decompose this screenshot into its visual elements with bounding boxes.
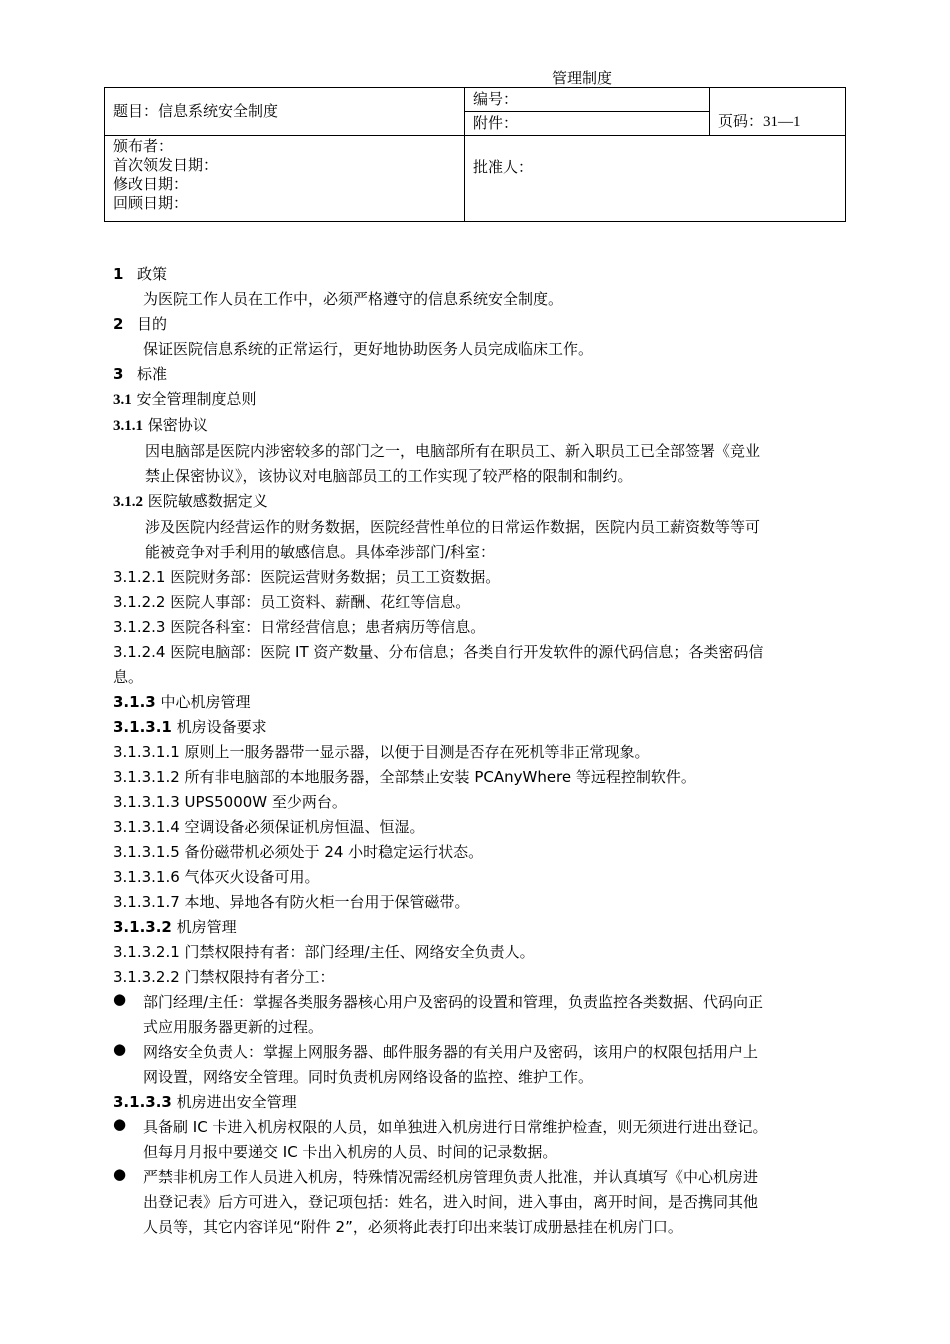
- bullet-3-line-1: 具备刷 IC 卡进入机房权限的人员，如单独进入机房进行日常维护检查，则无须进行进出登记。: [143, 1118, 768, 1136]
- section-3-1-heading: [113, 387, 843, 413]
- section-3-1-3-2-title: 机房管理: [176, 918, 237, 936]
- section-3-1-1-heading: [113, 413, 843, 439]
- bullet-icon: ●: [113, 1165, 127, 1183]
- section-3-1-3-3-title: 机房进出安全管理: [176, 1093, 297, 1111]
- review-label: 回顾日期：: [113, 194, 189, 212]
- item-3-1-3-1-2: 3.1.3.1.2 所有非电脑部的本地服务器，全部禁止安装 PCAnyWhere 等远程控制软件。: [113, 768, 696, 786]
- section-3-1-1-title: 保密协议: [147, 416, 208, 434]
- section-3-1-1-number: 3.1.1: [113, 418, 143, 434]
- bullet-2-line-2: 网设置，网络安全管理。同时负责机房网络设备的监控、维护工作。: [143, 1068, 594, 1086]
- item-3-1-3-2-1: 3.1.3.2.1 门禁权限持有者：部门经理/主任、网络安全负责人。: [113, 943, 535, 961]
- modify-label: 修改日期：: [113, 175, 189, 193]
- item-3-1-3-1-3: 3.1.3.1.3 UPS5000W 至少两台。: [113, 793, 347, 811]
- bullet-item: [113, 1165, 843, 1240]
- bullet-icon: ●: [113, 1115, 127, 1133]
- approver-cell: [465, 136, 846, 222]
- bullet-2-line-1: 网络安全负责人：掌握上网服务器、邮件服务器的有关用户及密码，该用户的权限包括用户上: [143, 1043, 759, 1061]
- item-3-1-2-4-line-2: 息。: [113, 668, 144, 686]
- bullet-4-line-2: 出登记表》后方可进入，登记项包括：姓名，进入时间，进入事由，离开时间，是否携同其他: [143, 1193, 759, 1211]
- page-cell: [710, 88, 846, 136]
- section-3-1-3-3-heading: [113, 1090, 843, 1115]
- item-3-1-3-2-2: 3.1.3.2.2 门禁权限持有者分工：: [113, 968, 335, 986]
- section-3-1-3-2-number: 3.1.3.2: [113, 918, 172, 936]
- section-3-1-1-text-2: 禁止保密协议》，该协议对电脑部员工的工作实现了较严格的限制和制约。: [145, 467, 633, 485]
- bullet-3-line-2: 但每月月报中要递交 IC 卡出入机房的人员、时间的记录数据。: [143, 1143, 558, 1161]
- section-1-number: 1: [113, 265, 124, 283]
- section-3-1-3-number: 3.1.3: [113, 693, 156, 711]
- subject-label: 题目：: [113, 102, 159, 120]
- bullet-1-line-1: 部门经理/主任：掌握各类服务器核心用户及密码的设置和管理，负责监控各类数据、代码向正: [143, 993, 764, 1011]
- number-cell: [465, 88, 710, 112]
- item-3-1-3-1-1: 3.1.3.1.1 原则上一服务器带一显示器，以便于目测是否存在死机等非正常现象。: [113, 743, 650, 761]
- bullet-item: [113, 1040, 843, 1090]
- bullet-item: [113, 1115, 843, 1165]
- item-3-1-2-1: 3.1.2.1 医院财务部：医院运营财务数据；员工工资数据。: [113, 568, 501, 586]
- subject-value: 信息系统安全制度: [158, 102, 279, 120]
- item-3-1-2-4-line-1: 3.1.2.4 医院电脑部：医院 IT 资产数量、分布信息；各类自行开发软件的源代码信息；各类密码信: [113, 643, 764, 661]
- section-3-1-3-2-heading: [113, 915, 843, 940]
- first-issue-label: 首次领发日期：: [113, 156, 219, 174]
- page-label: 页码：: [718, 112, 764, 130]
- section-3-1-3-1-number: 3.1.3.1: [113, 718, 172, 736]
- bullet-4-line-1: 严禁非机房工作人员进入机房，特殊情况需经机房管理负责人批准，并认真填写《中心机房进: [143, 1168, 759, 1186]
- issuer-cell: [105, 136, 465, 222]
- issuer-label: 颁布者：: [113, 137, 174, 155]
- section-3-1-3-1-heading: [113, 715, 843, 740]
- item-3-1-3-1-4: 3.1.3.1.4 空调设备必须保证机房恒温、恒湿。: [113, 818, 425, 836]
- attachment-label: 附件：: [473, 114, 519, 132]
- section-1-heading: [113, 262, 843, 287]
- section-2-number: 2: [113, 315, 124, 333]
- section-3-1-2-number: 3.1.2: [113, 494, 143, 510]
- section-2-text: 保证医院信息系统的正常运行，更好地协助医务人员完成临床工作。: [143, 340, 594, 358]
- section-3-1-1-text-1: 因电脑部是医院内涉密较多的部门之一，电脑部所有在职员工、新入职员工已全部签署《竞业: [145, 442, 761, 460]
- section-3-title: 标准: [137, 365, 168, 383]
- item-3-1-3-1-7: 3.1.3.1.7 本地、异地各有防火柜一台用于保管磁带。: [113, 893, 470, 911]
- section-2-heading: [113, 312, 843, 337]
- section-2-title: 目的: [137, 315, 168, 333]
- attachment-cell: [465, 112, 710, 136]
- item-3-1-2-2: 3.1.2.2 医院人事部：员工资料、薪酬、花红等信息。: [113, 593, 471, 611]
- section-3-number: 3: [113, 365, 124, 383]
- section-3-1-number: 3.1: [113, 392, 132, 408]
- section-3-1-2-text-1: 涉及医院内经营运作的财务数据，医院经营性单位的日常运作数据，医院内员工薪资数等等可: [145, 518, 761, 536]
- item-3-1-2-3: 3.1.2.3 医院各科室：日常经营信息；患者病历等信息。: [113, 618, 486, 636]
- section-1-title: 政策: [137, 265, 168, 283]
- section-3-1-3-title: 中心机房管理: [160, 693, 251, 711]
- item-3-1-3-1-5: 3.1.3.1.5 备份磁带机必须处于 24 小时稳定运行状态。: [113, 843, 484, 861]
- section-1-text: 为医院工作人员在工作中，必须严格遵守的信息系统安全制度。: [143, 290, 564, 308]
- document-info-table: [104, 87, 846, 222]
- section-3-1-3-heading: [113, 690, 843, 715]
- bullet-item: [113, 990, 843, 1040]
- section-3-1-2-text-2: 能被竞争对手利用的敏感信息。具体牵涉部门/科室：: [145, 543, 496, 561]
- section-3-heading: [113, 362, 843, 387]
- bullet-icon: ●: [113, 990, 127, 1008]
- page-value: 31—1: [763, 114, 801, 130]
- bullet-icon: ●: [113, 1040, 127, 1058]
- item-3-1-3-1-6: 3.1.3.1.6 气体灭火设备可用。: [113, 868, 320, 886]
- document-header-title: 管理制度: [552, 69, 613, 87]
- section-3-1-2-title: 医院敏感数据定义: [147, 492, 268, 510]
- document-body: [113, 262, 843, 1240]
- section-3-1-3-1-title: 机房设备要求: [176, 718, 267, 736]
- subject-cell: [105, 88, 465, 136]
- section-3-1-3-3-number: 3.1.3.3: [113, 1093, 172, 1111]
- approver-label: 批准人：: [473, 158, 534, 176]
- bullet-4-line-3: 人员等，其它内容详见“附件 2”，必须将此表打印出来装订成册悬挂在机房门口。: [143, 1218, 683, 1236]
- number-label: 编号：: [473, 90, 519, 108]
- bullet-1-line-2: 式应用服务器更新的过程。: [143, 1018, 324, 1036]
- section-3-1-title: 安全管理制度总则: [136, 390, 257, 408]
- section-3-1-2-heading: [113, 489, 843, 515]
